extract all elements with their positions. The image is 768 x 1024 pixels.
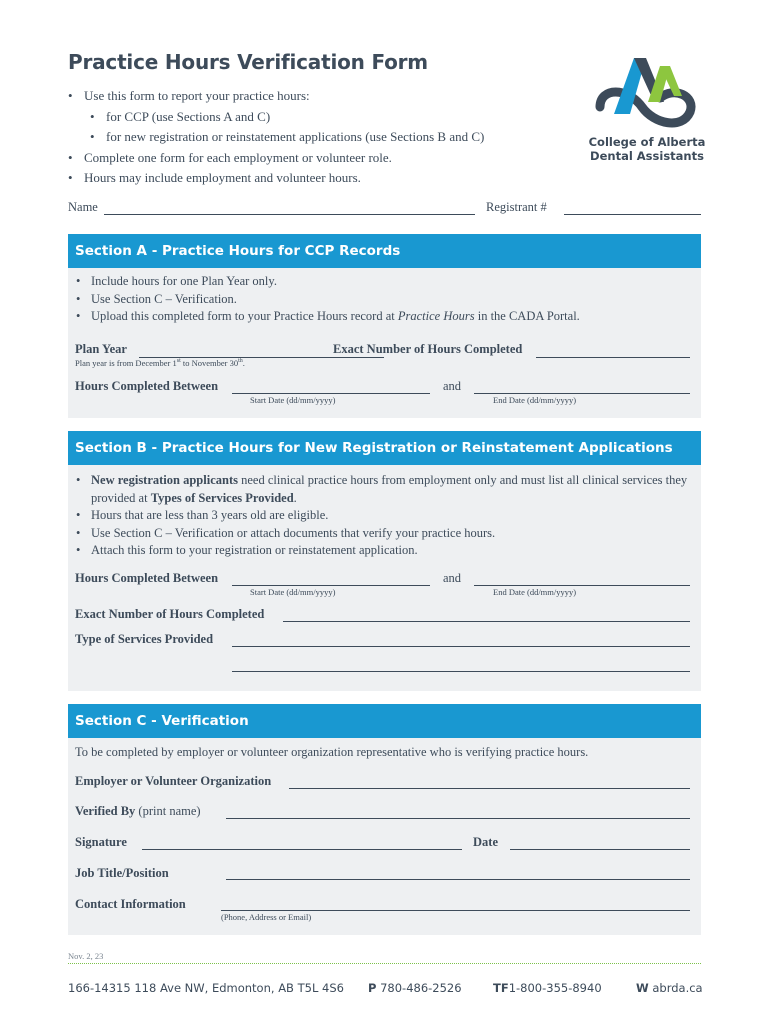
footer-address: 166-14315 118 Ave NW, Edmonton, AB T5L 4S6	[68, 981, 344, 995]
footer-divider	[68, 963, 701, 964]
services-label: Type of Services Provided	[75, 632, 214, 646]
and-label: and	[443, 379, 462, 393]
list-item: • Complete one form for each employment or volunteer role.	[66, 148, 484, 169]
end-date-hint: End Date (dd/mm/yyyy)	[493, 587, 577, 597]
list-item: • New registration applicants need clinical practice hours from employment only and must list all clinical services they provided at Types of Services Provided.	[72, 472, 692, 507]
section-a-heading: Section A - Practice Hours for CCP Records	[68, 234, 701, 268]
exact-hours-label: Exact Number of Hours Completed	[75, 607, 265, 621]
footer-phone: P 780-486-2526	[368, 981, 462, 995]
plan-year-label: Plan Year	[75, 342, 127, 356]
name-label: Name	[68, 200, 98, 214]
end-date-field[interactable]	[474, 585, 690, 586]
footer-contact	[68, 981, 701, 997]
job-title-field[interactable]	[226, 879, 690, 880]
employer-field[interactable]	[289, 788, 690, 789]
list-item: • Upload this completed form to your Practice Hours record at Practice Hours in the CADA Portal.	[72, 308, 692, 326]
and-label: and	[443, 571, 462, 585]
section-b-instructions	[72, 472, 692, 560]
start-date-field[interactable]	[232, 393, 430, 394]
section-a	[68, 234, 701, 418]
services-field-line-1[interactable]	[232, 646, 690, 647]
signature-field[interactable]	[142, 849, 462, 850]
start-date-hint: Start Date (dd/mm/yyyy)	[250, 395, 336, 405]
page-title: Practice Hours Verification Form	[68, 50, 428, 74]
exact-hours-field[interactable]	[536, 357, 690, 358]
section-c-intro: To be completed by employer or volunteer organization representative who is verifying practice hours.	[75, 745, 589, 759]
section-a-instructions	[72, 273, 692, 326]
date-label: Date	[473, 835, 498, 849]
logo-text: College of Alberta Dental Assistants	[588, 135, 706, 163]
contact-label: Contact Information	[75, 897, 186, 911]
end-date-field[interactable]	[474, 393, 690, 394]
registrant-label: Registrant #	[486, 200, 547, 214]
plan-year-note: Plan year is from December 1st to November 30th.	[75, 358, 245, 368]
registrant-number-field[interactable]	[564, 214, 701, 215]
employer-label: Employer or Volunteer Organization	[75, 774, 272, 788]
section-b-heading: Section B - Practice Hours for New Registration or Reinstatement Applications	[68, 431, 701, 465]
list-item: • Hours that are less than 3 years old are eligible.	[72, 507, 692, 525]
footer-tollfree: TF1-800-355-8940	[493, 981, 602, 995]
verified-by-label: Verified By (print name)	[75, 804, 201, 818]
start-date-hint: Start Date (dd/mm/yyyy)	[250, 587, 336, 597]
name-field[interactable]	[104, 214, 475, 215]
list-item: • for new registration or reinstatement applications (use Sections B and C)	[66, 127, 484, 148]
instructions-list	[66, 86, 484, 189]
contact-hint: (Phone, Address or Email)	[221, 912, 312, 922]
revision-date: Nov. 2, 23	[68, 951, 104, 961]
start-date-field[interactable]	[232, 585, 430, 586]
list-item: • Use Section C – Verification.	[72, 291, 692, 309]
signature-label: Signature	[75, 835, 127, 849]
hours-between-label: Hours Completed Between	[75, 379, 219, 393]
hours-between-label: Hours Completed Between	[75, 571, 219, 585]
services-field-line-2[interactable]	[232, 671, 690, 672]
contact-field[interactable]	[221, 910, 690, 911]
list-item: • Use Section C – Verification or attach documents that verify your practice hours.	[72, 525, 692, 543]
verified-by-field[interactable]	[226, 818, 690, 819]
exact-hours-label: Exact Number of Hours Completed	[333, 342, 523, 356]
list-item: • Attach this form to your registration or reinstatement application.	[72, 542, 692, 560]
date-field[interactable]	[510, 849, 690, 850]
list-item: • Hours may include employment and volunteer hours.	[66, 168, 484, 189]
list-item: • Include hours for one Plan Year only.	[72, 273, 692, 291]
exact-hours-field[interactable]	[283, 621, 690, 622]
section-c-heading: Section C - Verification	[68, 704, 701, 738]
list-item: • Use this form to report your practice hours:	[66, 86, 484, 107]
footer-website[interactable]: W abrda.ca	[636, 981, 703, 995]
end-date-hint: End Date (dd/mm/yyyy)	[493, 395, 577, 405]
section-c	[68, 704, 701, 935]
job-title-label: Job Title/Position	[75, 866, 169, 880]
section-b	[68, 431, 701, 691]
list-item: • for CCP (use Sections A and C)	[66, 107, 484, 128]
